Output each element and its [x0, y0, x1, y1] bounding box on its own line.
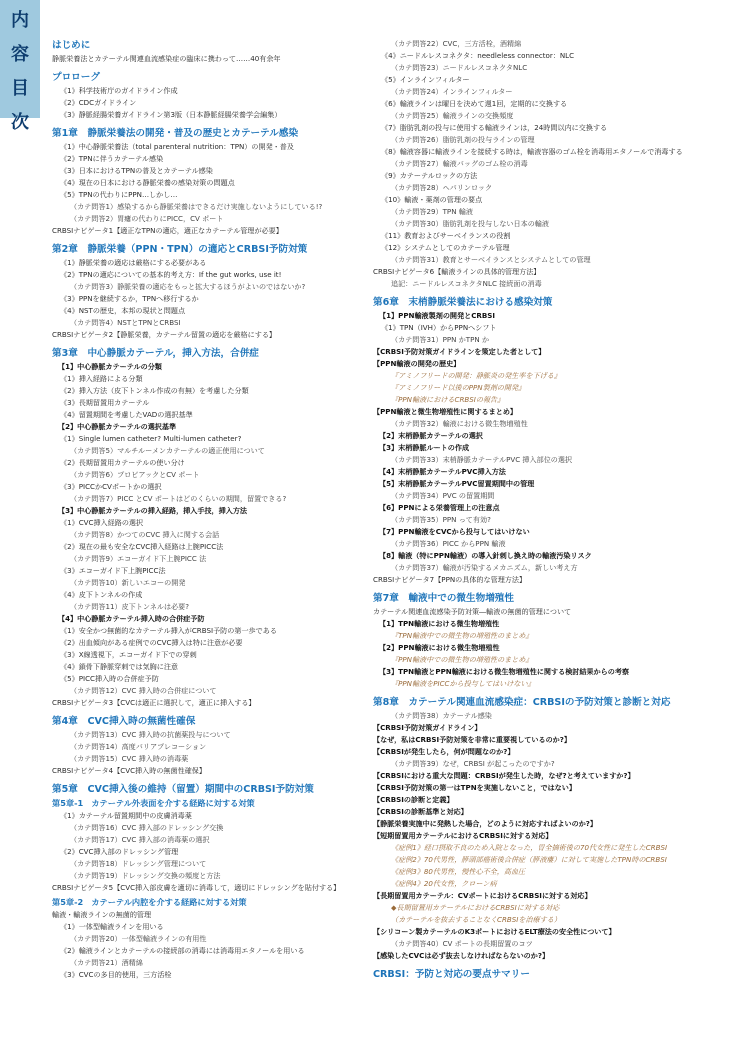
qa-item: 追記：ニードルレスコネクタNLC 接続面の消毒	[391, 279, 542, 288]
toc-item: 《2》出血傾向がある症例でのCVC挿入は特に注意が必要	[60, 638, 243, 647]
qa-item: （カテ問答8）かつてのCVC 挿入に関する会話	[70, 530, 220, 539]
section-item: 【3】TPN輸液とPPN輸液における微生物増殖性に関する検討結果からの考察	[379, 667, 630, 676]
case-item: 《症例2》70代男性，膵頭部癌術後合併症（膵液瘻）に対して実施したTPN時のCRBSI	[391, 855, 667, 864]
qa-item: （カテ問答31）教育とサーベイランスとシステムとしての管理	[391, 255, 591, 264]
qa-item: （カテ問答31）PPN かTPN か	[391, 335, 490, 344]
section-item: 【3】中心静脈カテーテルの挿入経路，挿入手技，挿入方法	[58, 506, 248, 515]
qa-item: （カテ問答36）PICC からPPN 輸液	[391, 539, 506, 548]
qa-item: （カテ問答3）静脈栄養の適応をもっと拡大するほうがよいのではないか?	[70, 282, 306, 291]
topic-heading: 【CRBSI予防対策の第一はTPNを実施しないこと，ではない】	[373, 783, 576, 792]
qa-item: （カテ問答11）皮下トンネルは必要?	[70, 602, 189, 611]
toc-item: 《4》NSTの歴史，本邦の現状と問題点	[60, 306, 186, 315]
qa-item: （カテ問答17）CVC 挿入部の消毒薬の選択	[70, 835, 210, 844]
qa-item: （カテ問答24）インラインフィルター	[391, 87, 513, 96]
toc-item: 《5》TPNの代わりにPPN…しかし…	[60, 190, 178, 199]
topic-heading: 【CRBSIが発生したら，何が問題なのか?】	[373, 747, 515, 756]
section-item: 【1】PPN輸液製剤の開発とCRBSI	[379, 311, 496, 320]
toc-line: CRBSIナビゲータ4【CVC挿入時の無菌性確保】	[52, 766, 206, 775]
toc-item: 《2》CDCガイドライン	[60, 98, 137, 107]
topic-heading: 【静脈栄養実施中に発熱した場合，どのように対応すればよいのか?】	[373, 819, 598, 828]
qa-item: （カテ問答39）なぜ，CRBSI が起こったのですか?	[391, 759, 555, 768]
qa-item: （カテ問答20）一体型輸液ラインの有用性	[70, 934, 207, 943]
case-item: 『PPN輸液中での微生物の増殖性のまとめ』	[391, 655, 533, 664]
toc-item: 《1》挿入経路による分類	[60, 374, 143, 383]
section-item: 【4】末梢静脈カテーテルPVC挿入方法	[379, 467, 506, 476]
toc-line: カテーテル関連血流感染予防対策―輸液の無菌的管理について	[373, 607, 572, 616]
side-tab-char: 次	[11, 112, 29, 133]
section-item: 【6】PPNによる栄養管理上の注意点	[379, 503, 500, 512]
qa-item: （カテ問答32）輸液における微生物増殖性	[391, 419, 528, 428]
case-item: 《症例4》20代女性，クローン病	[391, 879, 497, 888]
topic-heading: 【CRBSI予防対策ガイドライン】	[373, 723, 482, 732]
section-subheading: 第5章-1 カテーテル外表面を介する経路に対する対策	[52, 798, 255, 808]
toc-item: 《3》エコーガイド下上腕PICC法	[60, 566, 166, 575]
qa-item: （カテ問答30）脂肪乳剤を投与しない日本の輸液	[391, 219, 549, 228]
toc-item: 《3》長期留置用カテーテル	[60, 398, 150, 407]
toc-item: 《7》脂肪乳剤の投与に使用する輸液ラインは，24時間以内に交換する	[381, 123, 608, 132]
section-item: 【3】末梢静脈ルートの作成	[379, 443, 470, 452]
qa-item: （カテ問答1）感染するから静脈栄養はできるだけ実施しないようにしている!?	[70, 202, 323, 211]
section-item: 【8】輸液（特にPPN輸液）の導入針刺し換え時の輸液汚染リスク	[379, 551, 592, 560]
side-tab	[0, 0, 40, 133]
topic-heading: 【長期留置用カテーテル：CVポートにおけるCRBSIに対する対応】	[373, 891, 592, 900]
qa-item: （カテ問答5）マルチルーメンカテーテルの適正使用について	[70, 446, 265, 455]
toc-item: 《2》輸液ラインとカテーテルの接続部の消毒には消毒用エタノールを用いる	[60, 946, 305, 955]
toc-line: CRBSIナビゲータ5【CVC挿入部皮膚を適切に消毒して，適切にドレッシングを貼付する】	[52, 883, 341, 892]
case-item: （カテーテルを抜去することなくCRBSIを治療する）	[391, 915, 561, 924]
qa-item: （カテ問答16）CVC 挿入部のドレッシング交換	[70, 823, 224, 832]
toc-item: 《1》中心静脈栄養法（total parenteral nutrition：TPN）の開発・普及	[60, 142, 294, 151]
chapter-heading: 第6章 末梢静脈栄養法における感染対策	[373, 297, 553, 308]
toc-item: 《2》挿入方法（皮下トンネル作成の有無）を考慮した分類	[60, 386, 249, 395]
qa-item: （カテ問答22）CVC，三方活栓，酒精綿	[391, 39, 522, 48]
toc-item: 《9》カテーテルロックの方法	[381, 171, 478, 180]
side-tab-char: 目	[11, 78, 29, 99]
toc-line: CRBSIナビゲータ3【CVCは適正に選択して，適正に挿入する】	[52, 698, 256, 707]
topic-heading: 【CRBSIにおける重大な問題：CRBSIが発生した時，なぜ?と考えていますか?】	[373, 771, 635, 780]
toc-item: 《11》教育およびサーベイランスの役割	[381, 231, 511, 240]
toc-item: 《2》TPNに伴うカテーテル感染	[60, 154, 164, 163]
toc-item: 《6》輸液ラインは曜日を決めて週1回，定期的に交換する	[381, 99, 568, 108]
toc-item: 《3》X線透視下，エコーガイド下での穿刺	[60, 650, 197, 659]
qa-item: （カテ問答14）高度バリアプレコーション	[70, 742, 207, 751]
qa-item: （カテ問答18）ドレッシング管理について	[70, 859, 207, 868]
chapter-heading: 第4章 CVC挿入時の無菌性確保	[52, 716, 196, 727]
qa-item: （カテ問答9）エコーガイド下上腕PICC 法	[70, 554, 207, 563]
toc-item: 《3》PICCかCVポートかの選択	[60, 482, 162, 491]
qa-item: （カテ問答23）ニードルレスコネクタNLC	[391, 63, 528, 72]
section-item: 【5】末梢静脈カテーテルPVC留置期間中の管理	[379, 479, 535, 488]
section-item: 【4】中心静脈カテーテル挿入時の合併症予防	[58, 614, 205, 623]
toc-item: 《2》CVC挿入部のドレッシング管理	[60, 847, 179, 856]
topic-heading: 【CRBSIの診断基準と対応】	[373, 807, 468, 816]
qa-item: （カテ問答26）脂肪乳剤の投与ラインの管理	[391, 135, 535, 144]
topic-heading: 【なぜ，私はCRBSI予防対策を非常に重要視しているのか?】	[373, 735, 571, 744]
side-tab-char: 容	[11, 44, 29, 65]
toc-item: 《4》留置期間を考慮したVADの選択基準	[60, 410, 193, 419]
qa-item: （カテ問答33）末梢静脈カテーテルPVC 挿入部位の選択	[391, 455, 573, 464]
toc-item: 《2》現在の最も安全なCVC挿入経路は上腕PICC法	[60, 542, 224, 551]
qa-item: （カテ問答10）新しいエコーの開発	[70, 578, 186, 587]
toc-item: 《10》輸液・薬剤の管理の要点	[381, 195, 483, 204]
side-tab-char: 内	[11, 10, 29, 31]
toc-item: 《5》インラインフィルター	[381, 75, 470, 84]
toc-line: CRBSIナビゲータ2【静脈栄養，カテーテル留置の適応を厳格にする】	[52, 330, 276, 339]
qa-item: （カテ問答21）酒精綿	[70, 958, 143, 967]
toc-item: 《1》科学技術庁のガイドライン作成	[60, 86, 178, 95]
toc-item: 《1》静脈栄養の適応は厳格にする必要がある	[60, 258, 207, 267]
case-item: 『PPN輸液におけるCRBSIの報告』	[391, 395, 505, 404]
case-item: 『PPN輸液をPICCから投与してはいけない』	[391, 679, 535, 688]
section-item: 【1】TPN輸液における微生物増殖性	[379, 619, 500, 628]
toc-item: 《1》Single lumen catheter? Multi-lumen catheter?	[60, 434, 242, 443]
chapter-heading: はじめに	[52, 40, 91, 51]
chapter-heading: 第1章 静脈栄養法の開発・普及の歴史とカテーテル感染	[52, 128, 299, 139]
toc-line: CRBSIナビゲータ1【適正なTPNの適応，適正なカテーテル管理が必要】	[52, 226, 283, 235]
toc-line: CRBSIナビゲータ7【PPNの具体的な管理方法】	[373, 575, 527, 584]
case-item: ◆長期留置用カテーテルにおけるCRBSIに対する対応	[391, 903, 560, 912]
chapter-heading: 第8章 カテーテル関連血流感染症：CRBSIの予防対策と診断と対応	[373, 697, 671, 708]
toc-item: 《3》日本におけるTPNの普及とカテーテル感染	[60, 166, 213, 175]
topic-heading: 【短期留置用カテーテルにおけるCRBSIに対する対応】	[373, 831, 553, 840]
qa-item: （カテ問答28）ヘパリンロック	[391, 183, 493, 192]
qa-item: （カテ問答19）ドレッシング交換の頻度と方法	[70, 871, 221, 880]
toc-item: 《4》鎖骨下静脈穿刺では気胸に注意	[60, 662, 179, 671]
qa-item: （カテ問答27）輸液バッグのゴム栓の消毒	[391, 159, 528, 168]
toc-item: 《2》TPNの適応についての基本的考え方：If the gut works, use it!	[60, 270, 282, 279]
toc-item: 《3》CVCの多目的使用，三方活栓	[60, 970, 172, 979]
case-item: 『アミノフリード以後のPPN製剤の開発』	[391, 383, 526, 392]
section-item: 【2】中心静脈カテーテルの選択基準	[58, 422, 177, 431]
qa-item: （カテ問答29）TPN 輸液	[391, 207, 473, 216]
chapter-heading: 第3章 中心静脈カテーテル，挿入方法，合併症	[52, 348, 259, 359]
section-subheading: 第5章-2 カテーテル内腔を介する経路に対する対策	[52, 897, 247, 907]
topic-heading: 【シリコーン製カテーテルのK3ポートにおけるELT療法の安全性について】	[373, 927, 616, 936]
qa-item: （カテ問答15）CVC 挿入時の消毒薬	[70, 754, 189, 763]
toc-item: 《1》CVC挿入経路の選択	[60, 518, 144, 527]
toc-right-column	[373, 38, 723, 982]
toc-item: 《1》安全かつ無菌的なカテーテル挿入がCRBSI予防の第一歩である	[60, 626, 277, 635]
qa-item: （カテ問答35）PPN って有効?	[391, 515, 491, 524]
topic-heading: 【感染したCVCは必ず抜去しなければならないのか?】	[373, 951, 550, 960]
toc-item: 《2》長期留置用カテーテルの使い分け	[60, 458, 185, 467]
qa-item: （カテ問答38）カテーテル感染	[391, 711, 492, 720]
section-item: 【7】PPN輸液をCVCから投与してはいけない	[379, 527, 530, 536]
chapter-heading: 第5章 CVC挿入後の維持（留置）期間中のCRBSI予防対策	[52, 784, 314, 795]
chapter-heading: 第7章 輸液中での微生物増殖性	[373, 593, 514, 604]
qa-item: （カテ問答4）NSTとTPNとCRBSI	[70, 318, 181, 327]
section-item: 【2】末梢静脈カテーテルの選択	[379, 431, 483, 440]
toc-line: 静脈栄養法とカテーテル関連血流感染症の臨床に携わって……40有余年	[52, 54, 281, 63]
toc-line: CRBSIナビゲータ6【輸液ラインの具体的管理方法】	[373, 267, 541, 276]
toc-item: 《1》カテーテル留置期間中の皮膚消毒薬	[60, 811, 192, 820]
toc-item: 《12》システムとしてのカテーテル管理	[381, 243, 510, 252]
toc-item: 《8》輸液容器に輸液ラインを接続する時は，輸液容器のゴム栓を消毒用エタノールで消毒する	[381, 147, 683, 156]
qa-item: （カテ問答34）PVC の留置期間	[391, 491, 495, 500]
toc-item: 《4》現在の日本における静脈栄養の感染対策の問題点	[60, 178, 235, 187]
chapter-heading: 第2章 静脈栄養（PPN・TPN）の適応とCRBSI予防対策	[52, 244, 308, 255]
topic-heading: 【PPN輸液の開発の歴史】	[373, 359, 461, 368]
qa-item: （カテ問答37）輸液が汚染するメカニズム，新しい考え方	[391, 563, 578, 572]
case-item: 《症例3》80代男性，慢性心不全，高血圧	[391, 867, 526, 876]
chapter-heading: CRBSI：予防と対応の要点サマリー	[373, 969, 530, 980]
topic-heading: 【CRBSIの診断と定義】	[373, 795, 454, 804]
topic-heading: 【CRBSI予防対策ガイドラインを策定した者として】	[373, 347, 546, 356]
section-item: 【2】PPN輸液における微生物増殖性	[379, 643, 500, 652]
case-item: 『TPN輸液中での微生物の増殖性のまとめ』	[391, 631, 533, 640]
section-item: 【1】中心静脈カテーテルの分類	[58, 362, 162, 371]
case-item: 『アミノフリードの開発：静脈炎の発生率を下げる』	[391, 371, 561, 380]
toc-item: 《4》ニードルレスコネクタ：needleless connector：NLC	[381, 51, 575, 60]
toc-item: 《5》PICC挿入時の合併症予防	[60, 674, 159, 683]
qa-item: （カテ問答25）輸液ラインの交換頻度	[391, 111, 514, 120]
qa-item: （カテ問答13）CVC 挿入時の抗菌薬投与について	[70, 730, 231, 739]
qa-item: （カテ問答40）CV ポートの長期留置のコツ	[391, 939, 533, 948]
chapter-heading: プロローグ	[52, 72, 100, 83]
qa-item: （カテ問答2）胃瘻の代わりにPICC，CV ポート	[70, 214, 224, 223]
toc-item: 《1》一体型輸液ラインを用いる	[60, 922, 164, 931]
toc-item: 《4》皮下トンネルの作成	[60, 590, 143, 599]
toc-item: 《3》PPNを継続するか，TPNへ移行するか	[60, 294, 199, 303]
toc-item: 《1》TPN（IVH）からPPNへシフト	[381, 323, 497, 332]
toc-line: 輸液・輸液ラインの無菌的管理	[52, 910, 152, 919]
topic-heading: 【PPN輸液と微生物増殖性に関するまとめ】	[373, 407, 518, 416]
toc-item: 《3》静脈経腸栄養ガイドライン第3版（日本静脈経腸栄養学会編集）	[60, 110, 282, 119]
toc-left-column	[52, 38, 382, 981]
qa-item: （カテ問答6）プロビアックとCV ポート	[70, 470, 200, 479]
case-item: 《症例1》経口摂取不良のため入院となった，胃全摘術後の70代女性に発生したCRBSI	[391, 843, 668, 852]
qa-item: （カテ問答12）CVC 挿入時の合併症について	[70, 686, 217, 695]
qa-item: （カテ問答7）PICC とCV ポートはどのくらいの期間，留置できる?	[70, 494, 287, 503]
